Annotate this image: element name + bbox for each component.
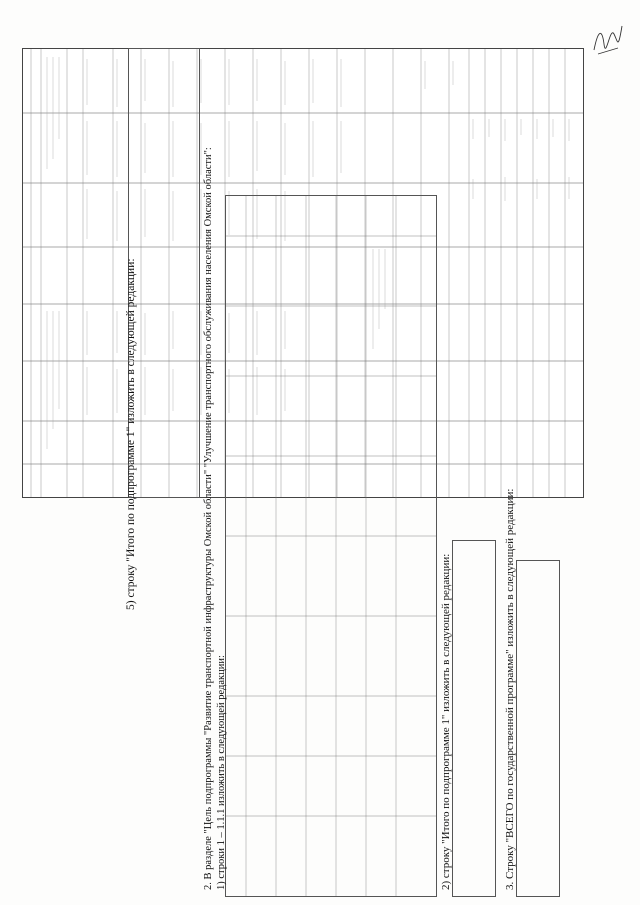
heading-item-5: 5) строку "Итого по подпрограмме 1" изложить в следующей редакции:: [125, 258, 137, 610]
table-subtotal-1: [128, 48, 200, 498]
heading-item-1: 1) строки 1 – 1.1.1 изложить в следующей редакции:: [216, 655, 227, 890]
signature-icon: [588, 20, 628, 58]
table-grand-total: [516, 560, 560, 897]
heading-item-2: 2) строку "Итого по подпрограмме 1" изложить в следующей редакции:: [440, 553, 452, 890]
table-rows-grid: [226, 196, 436, 896]
table-subtotal-2: [452, 540, 496, 897]
heading-item-3: 3. Строку "ВСЕГО по государственной программе" изложить в следующей редакции:: [504, 488, 516, 890]
heading-section-2: 2. В разделе "Цель подпрограммы "Развитие транспортной инфраструктуры Омской области" "Улучшение транспортного обслуживания населения Омской области":: [203, 147, 214, 890]
table-rows-1-1-1-1: [225, 195, 437, 897]
